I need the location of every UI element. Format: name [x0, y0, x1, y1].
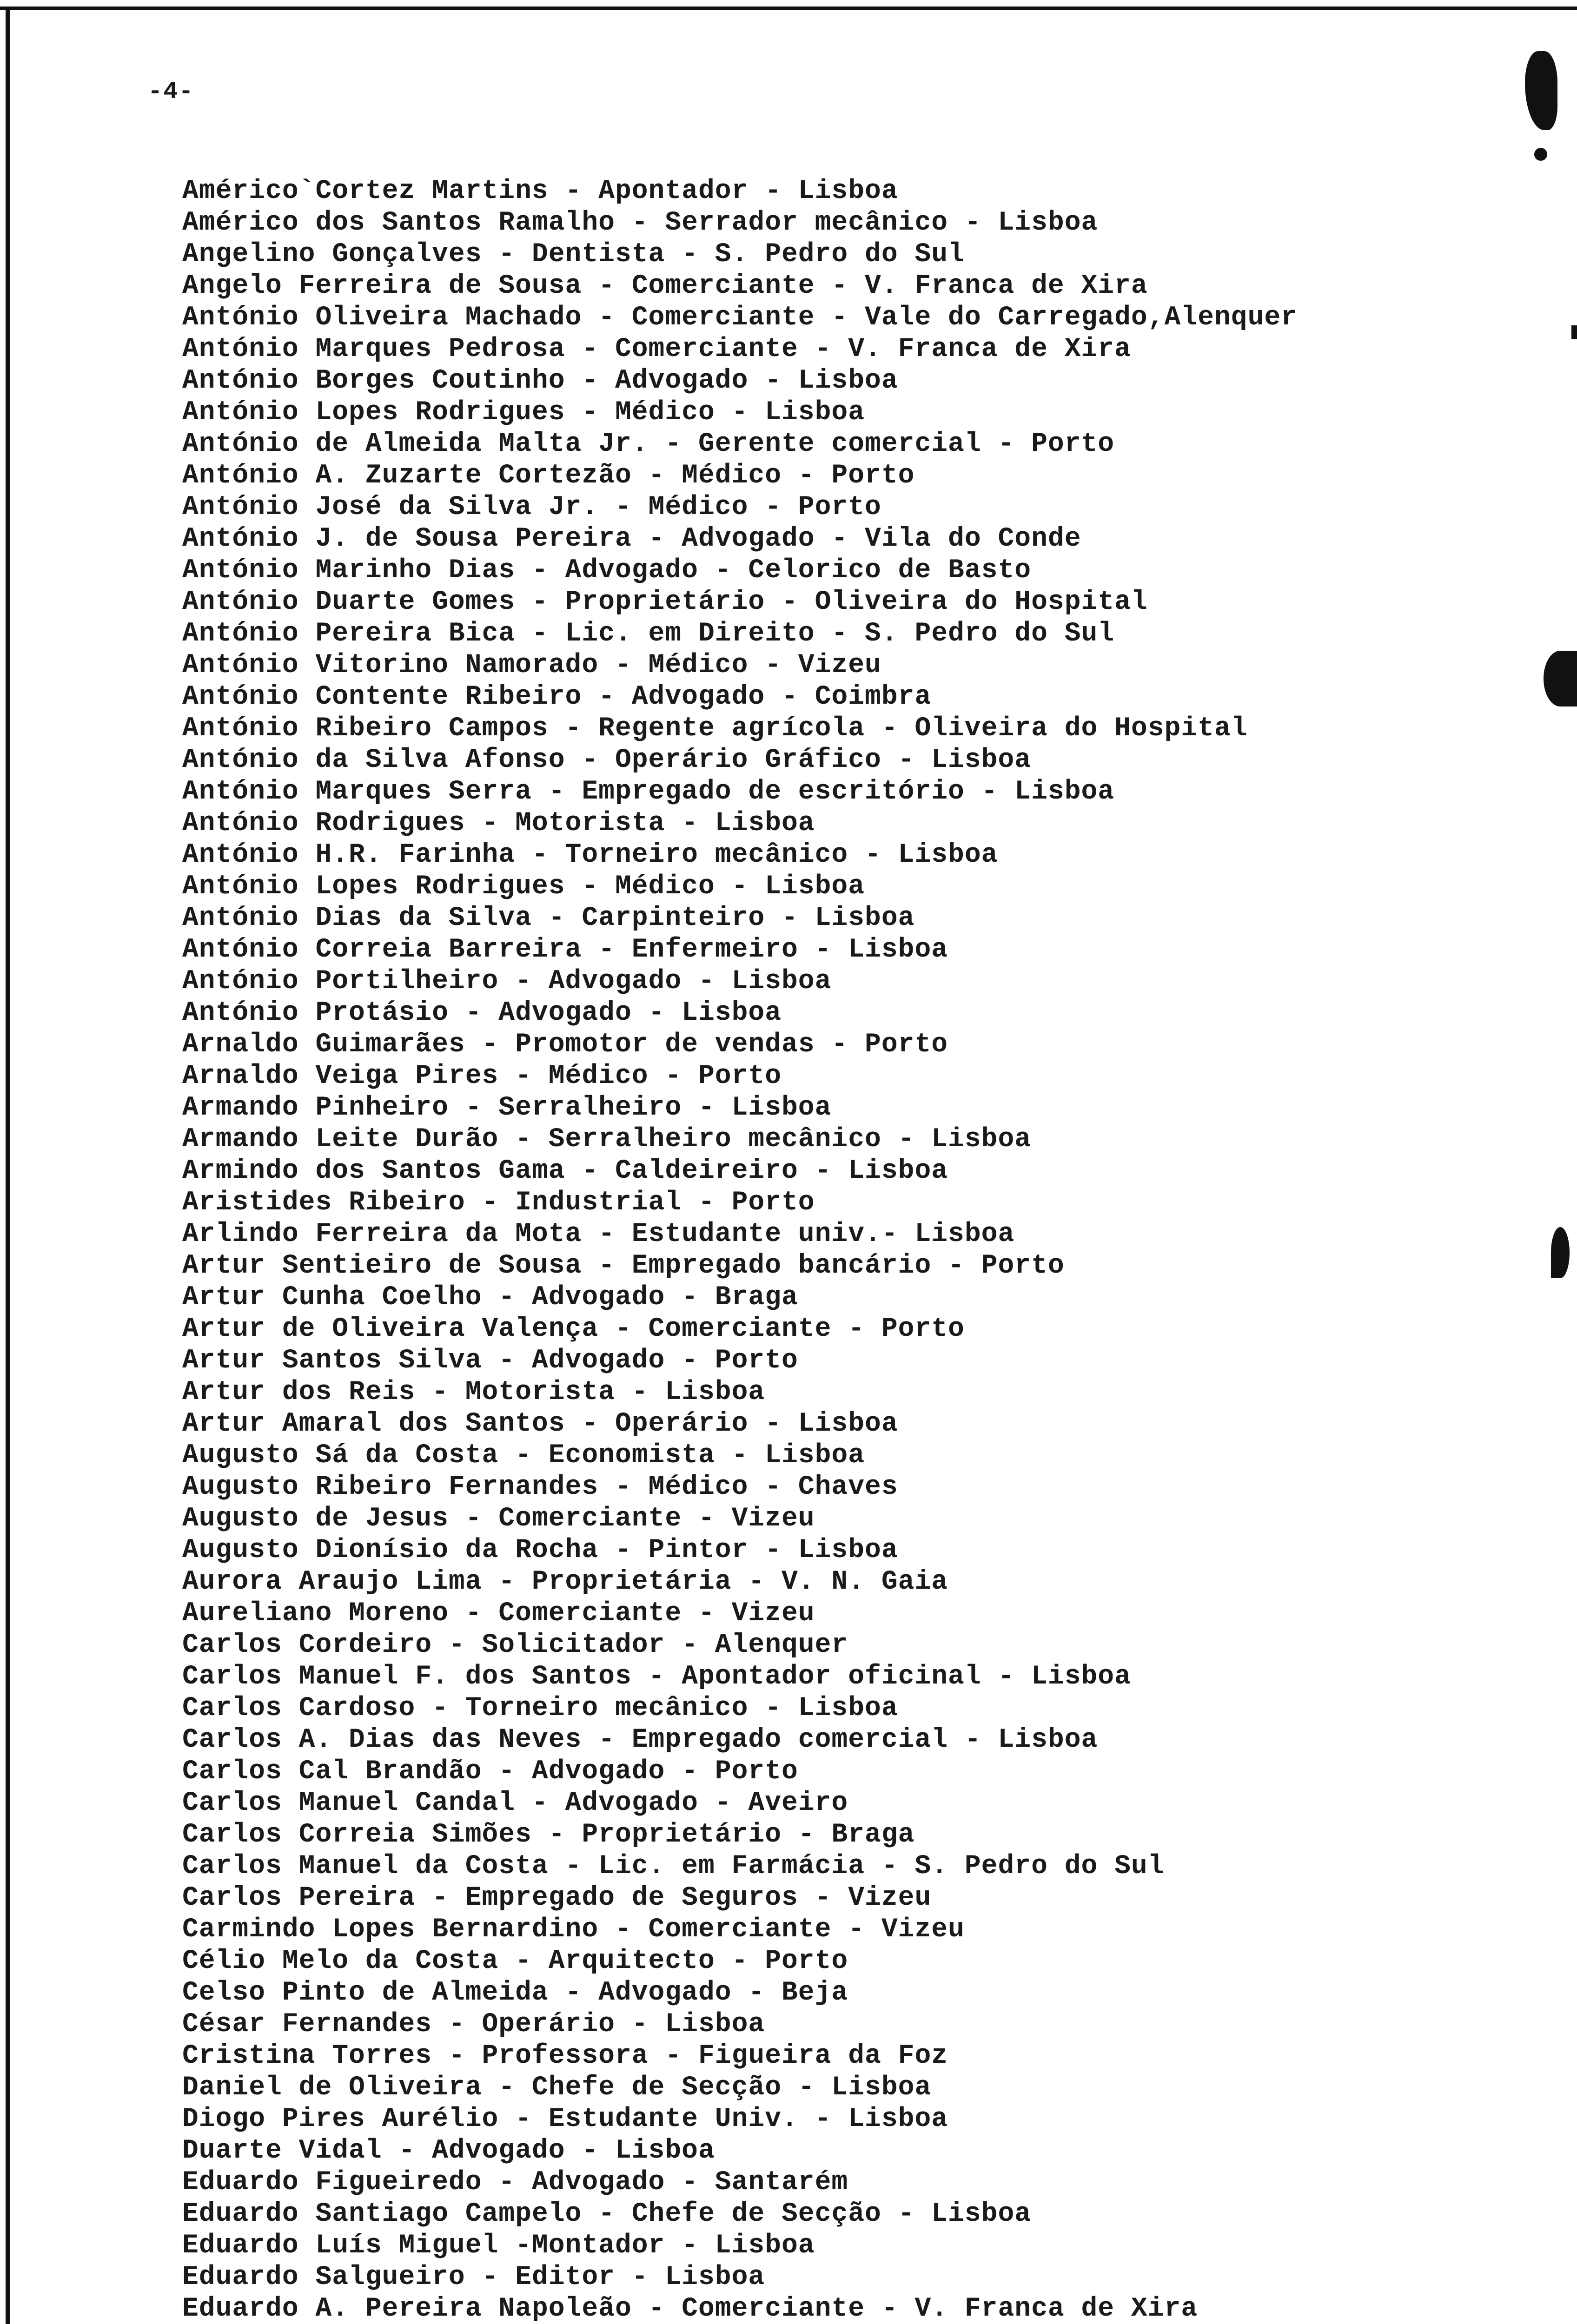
list-item: António Dias da Silva - Carpinteiro - Lisboa: [182, 903, 915, 933]
edge-mark: [1571, 325, 1577, 339]
list-item: António Pereira Bica - Lic. em Direito - S. Pedro do Sul: [182, 619, 1115, 649]
list-item: Eduardo Salgueiro - Editor - Lisboa: [182, 2262, 765, 2292]
list-item: Augusto Sá da Costa - Economista - Lisboa: [182, 1440, 865, 1471]
list-item: António Vitorino Namorado - Médico - Vizeu: [182, 650, 881, 680]
list-item: António Marques Serra - Empregado de escritório - Lisboa: [182, 777, 1115, 807]
list-item: Angelo Ferreira de Sousa - Comerciante - V. Franca de Xira: [182, 271, 1148, 301]
list-item: António Lopes Rodrigues - Médico - Lisboa: [182, 872, 865, 902]
list-item: Armando Pinheiro - Serralheiro - Lisboa: [182, 1093, 832, 1123]
list-item: António Lopes Rodrigues - Médico - Lisboa: [182, 397, 865, 428]
list-item: António Portilheiro - Advogado - Lisboa: [182, 966, 832, 997]
list-item: Eduardo Figueiredo - Advogado - Santarém: [182, 2167, 848, 2198]
list-item: António Correia Barreira - Enfermeiro - Lisboa: [182, 935, 948, 965]
list-item: António da Silva Afonso - Operário Gráfico - Lisboa: [182, 745, 1032, 775]
list-item: Duarte Vidal - Advogado - Lisboa: [182, 2136, 715, 2166]
list-item: Carlos Manuel da Costa - Lic. em Farmácia - S. Pedro do Sul: [182, 1851, 1165, 1882]
list-item: Artur dos Reis - Motorista - Lisboa: [182, 1377, 765, 1407]
list-item: Carlos Cardoso - Torneiro mecânico - Lisboa: [182, 1693, 898, 1723]
list-item: Eduardo Luís Miguel -Montador - Lisboa: [182, 2231, 815, 2261]
list-item: Artur Sentieiro de Sousa - Empregado bancário - Porto: [182, 1251, 1065, 1281]
list-item: Diogo Pires Aurélio - Estudante Univ. - Lisboa: [182, 2104, 948, 2134]
list-item: Carlos Cal Brandão - Advogado - Porto: [182, 1756, 798, 1787]
list-item: Carlos Cordeiro - Solicitador - Alenquer: [182, 1630, 848, 1660]
list-item: César Fernandes - Operário - Lisboa: [182, 2009, 765, 2040]
ink-blot-mark: [1525, 51, 1557, 130]
list-item: Artur de Oliveira Valença - Comerciante - Porto: [182, 1314, 965, 1344]
list-item: António Contente Ribeiro - Advogado - Coimbra: [182, 682, 932, 712]
list-item: Artur Santos Silva - Advogado - Porto: [182, 1346, 798, 1376]
list-item: António Protásio - Advogado - Lisboa: [182, 998, 782, 1028]
list-item: Augusto Ribeiro Fernandes - Médico - Chaves: [182, 1472, 898, 1502]
list-item: Augusto Dionísio da Rocha - Pintor - Lisboa: [182, 1535, 898, 1565]
list-item: Armando Leite Durão - Serralheiro mecânico - Lisboa: [182, 1124, 1032, 1155]
list-item: António Ribeiro Campos - Regente agrícola - Oliveira do Hospital: [182, 713, 1248, 744]
list-item: Artur Cunha Coelho - Advogado - Braga: [182, 1282, 798, 1313]
list-item: Aurora Araujo Lima - Proprietária - V. N. Gaia: [182, 1567, 948, 1597]
list-item: Carlos A. Dias das Neves - Empregado comercial - Lisboa: [182, 1725, 1098, 1755]
list-item: Célio Melo da Costa - Arquitecto - Porto: [182, 1946, 848, 1976]
list-item: Carmindo Lopes Bernardino - Comerciante - Vizeu: [182, 1915, 965, 1945]
list-item: Angelino Gonçalves - Dentista - S. Pedro do Sul: [182, 239, 965, 270]
list-item: Carlos Correia Simões - Proprietário - Braga: [182, 1820, 915, 1850]
list-item: António Borges Coutinho - Advogado - Lisboa: [182, 366, 898, 396]
list-item: Arlindo Ferreira da Mota - Estudante univ.- Lisboa: [182, 1219, 1015, 1249]
list-item: Américo dos Santos Ramalho - Serrador mecânico - Lisboa: [182, 208, 1098, 238]
list-item: Carlos Pereira - Empregado de Seguros - Vizeu: [182, 1883, 932, 1913]
list-item: António Oliveira Machado - Comerciante - Vale do Carregado,Alenquer: [182, 303, 1298, 333]
list-item: Daniel de Oliveira - Chefe de Secção - Lisboa: [182, 2073, 932, 2103]
list-item: Arnaldo Veiga Pires - Médico - Porto: [182, 1061, 782, 1091]
list-item: António A. Zuzarte Cortezão - Médico - Porto: [182, 461, 915, 491]
list-item: António José da Silva Jr. - Médico - Porto: [182, 492, 881, 522]
list-item: António Marinho Dias - Advogado - Celorico de Basto: [182, 555, 1032, 586]
list-item: Arnaldo Guimarães - Promotor de vendas - Porto: [182, 1030, 948, 1060]
list-item: Eduardo Santiago Campelo - Chefe de Secção - Lisboa: [182, 2199, 1032, 2229]
list-item: António H.R. Farinha - Torneiro mecânico - Lisboa: [182, 840, 998, 870]
list-item: António de Almeida Malta Jr. - Gerente comercial - Porto: [182, 429, 1115, 459]
list-item: Carlos Manuel F. dos Santos - Apontador oficinal - Lisboa: [182, 1662, 1131, 1692]
list-item: António Duarte Gomes - Proprietário - Oliveira do Hospital: [182, 587, 1148, 617]
list-item: Eduardo A. Pereira Napoleão - Comerciante - V. Franca de Xira: [182, 2294, 1198, 2324]
ink-dot-mark: [1534, 148, 1547, 161]
list-item: António Marques Pedrosa - Comerciante - V. Franca de Xira: [182, 334, 1131, 364]
list-item: Artur Amaral dos Santos - Operário - Lisboa: [182, 1409, 898, 1439]
list-item: Cristina Torres - Professora - Figueira da Foz: [182, 2041, 948, 2071]
list-item: Américo`Cortez Martins - Apontador - Lisboa: [182, 176, 898, 206]
list-item: Aureliano Moreno - Comerciante - Vizeu: [182, 1598, 815, 1629]
page-border-top: [0, 7, 1577, 10]
name-list: [182, 176, 1558, 2324]
list-item: António Rodrigues - Motorista - Lisboa: [182, 808, 815, 838]
list-item: Celso Pinto de Almeida - Advogado - Beja: [182, 1978, 848, 2008]
list-item: Carlos Manuel Candal - Advogado - Aveiro: [182, 1788, 848, 1818]
list-item: Armindo dos Santos Gama - Caldeireiro - Lisboa: [182, 1156, 948, 1186]
page-number: -4-: [148, 78, 194, 106]
page-border-left: [6, 7, 10, 2324]
list-item: António J. de Sousa Pereira - Advogado - Vila do Conde: [182, 524, 1081, 554]
list-item: Aristides Ribeiro - Industrial - Porto: [182, 1188, 815, 1218]
list-item: Augusto de Jesus - Comerciante - Vizeu: [182, 1504, 815, 1534]
